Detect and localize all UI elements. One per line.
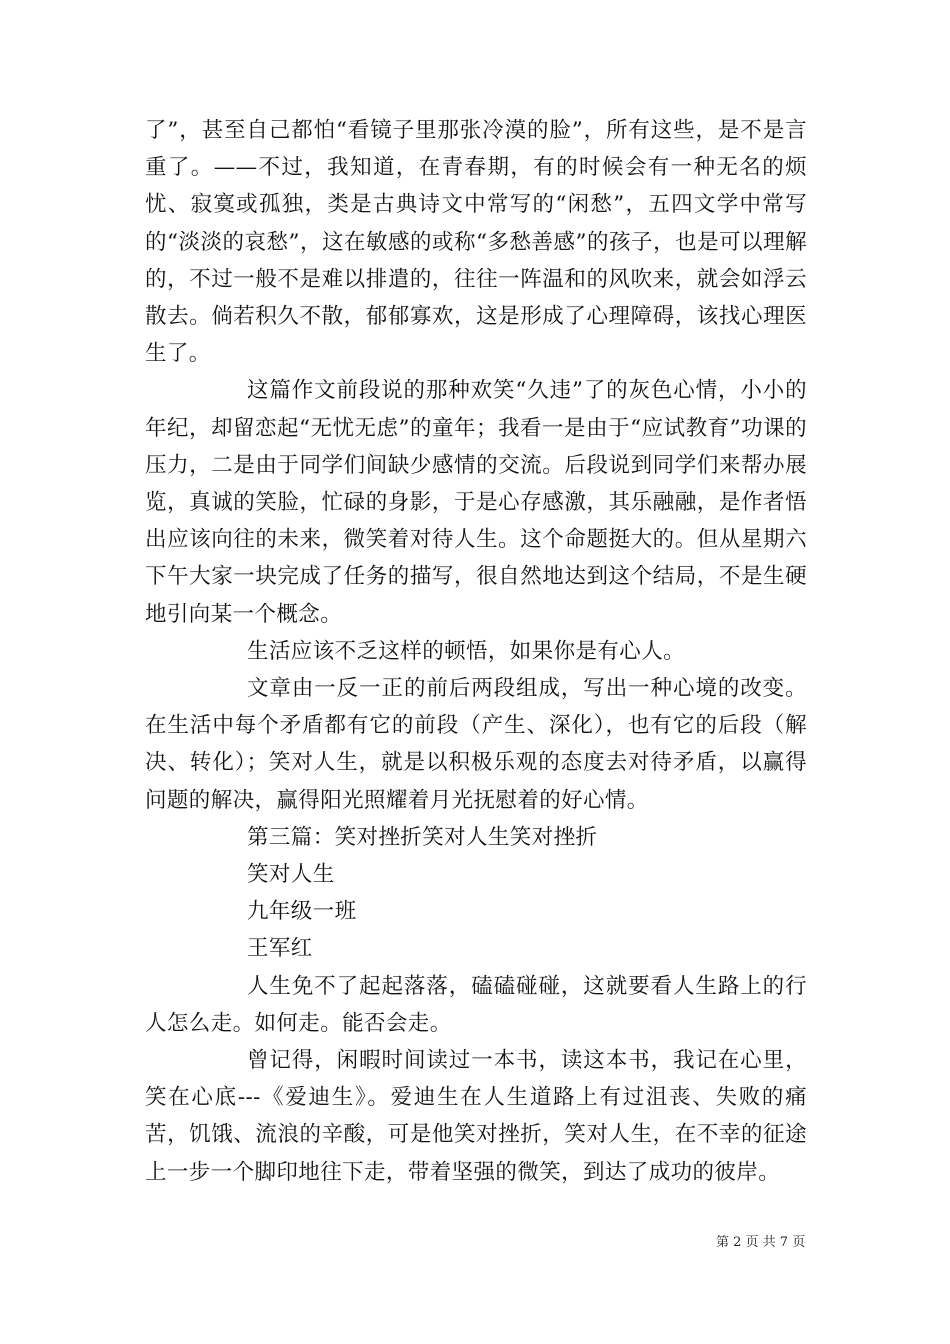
paragraph-summary: 文章由一反一正的前后两段组成，写出一种心境的改变。在生活中每个矛盾都有它的前段（产生、深化），也有它的后段（解决、转化）；笑对人生，就是以积极乐观的态度去对待矛盾，以赢得问题的解决，赢得阳光照耀着月光抚慰着的好心情。 xyxy=(145,676,807,813)
document-body xyxy=(145,112,807,1191)
author-name: 王军红 xyxy=(247,936,313,962)
author-class: 九年级一班 xyxy=(247,899,357,925)
section-heading: 第三篇：笑对挫折笑对人生笑对挫折 xyxy=(247,824,598,850)
paragraph-epiphany: 生活应该不乏这样的顿悟，如果你是有心人。 xyxy=(247,638,686,664)
paragraph-commentary: 这篇作文前段说的那种欢笑“久违”了的灰色心情，小小的年纪，却留恋起“无忧无虑”的童年；我看一是由于“应试教育”功课的压力，二是由于同学们间缺少感情的交流。后段说到同学们来帮办展览，真诚的笑脸，忙碌的身影，于是心存感激，其乐融融，是作者悟出应该向往的未来，微笑着对待人生。这个命题挺大的。但从星期六下午大家一块完成了任务的描写，很自然地达到这个结局，不是生硬地引向某一个概念。 xyxy=(145,378,807,627)
paragraph-edison: 曾记得，闲暇时间读过一本书，读这本书，我记在心里，笑在心底---《爱迪生》。爱迪生在人生道路上有过沮丧、失败的痛苦，饥饿、流浪的辛酸，可是他笑对挫折，笑对人生，在不幸的征途上一步一个脚印地往下走，带着坚强的微笑，到达了成功的彼岸。 xyxy=(145,1048,807,1185)
essay-title: 笑对人生 xyxy=(247,862,335,888)
paragraph-continuation: 了”，甚至自己都怕“看镜子里那张冷漠的脸”，所有这些，是不是言重了。——不过，我知道，在青春期，有的时候会有一种无名的烦忧、寂寞或孤独，类是古典诗文中常写的“闲愁”，五四文学中常写的“淡淡的哀愁”，这在敏感的或称“多愁善感”的孩子，也是可以理解的，不过一般不是难以排遣的，往往一阵温和的风吹来，就会如浮云散去。倘若积久不散，郁郁寡欢，这是形成了心理障碍，该找心理医生了。 xyxy=(145,118,807,367)
page-number-footer: 第 2 页 共 7 页 xyxy=(716,1235,806,1250)
paragraph-intro: 人生免不了起起落落，磕磕碰碰，这就要看人生路上的行人怎么走。如何走。能否会走。 xyxy=(145,973,807,1036)
